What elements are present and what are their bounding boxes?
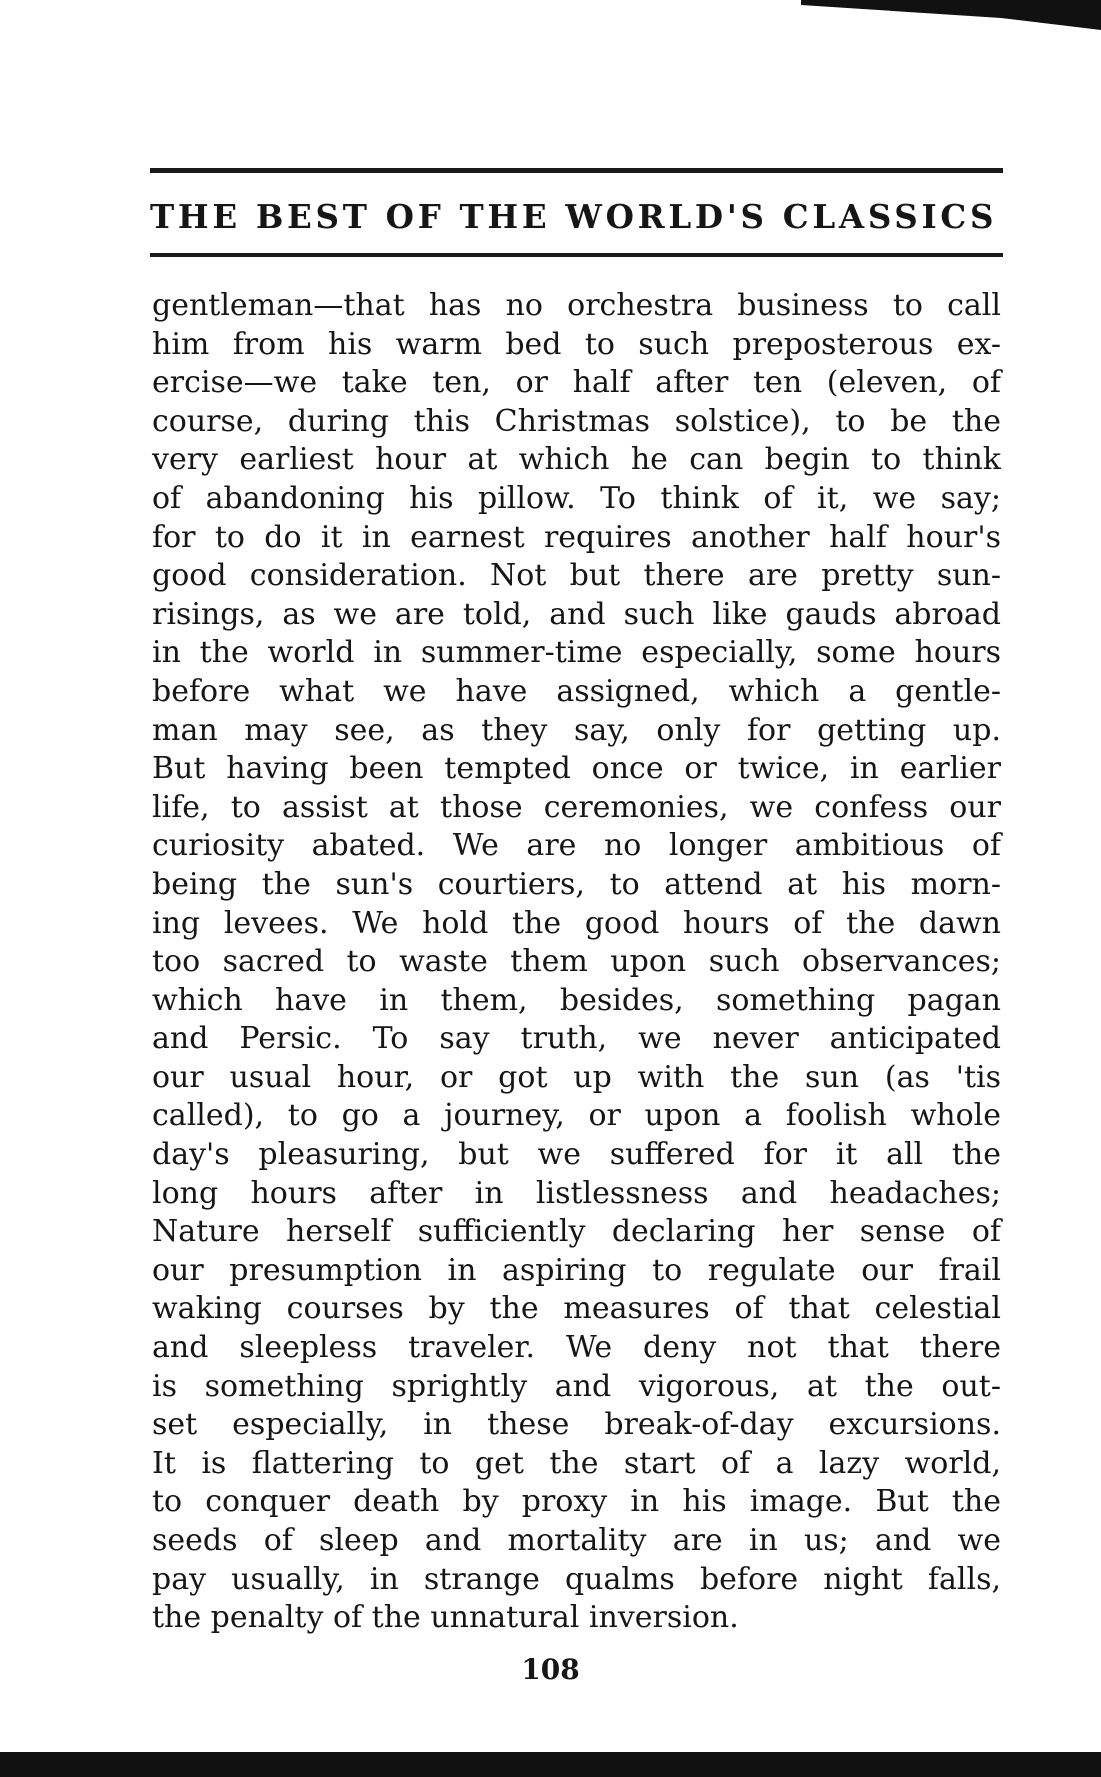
text-line: our presumption in aspiring to regulate our frail xyxy=(152,1252,1001,1288)
text-line: which have in them, besides, something pagan xyxy=(152,982,1001,1018)
text-line: gentleman—that has no orchestra business to call xyxy=(152,288,1001,323)
text-line: our usual hour, or got up with the sun (as 'tis xyxy=(152,1059,1001,1095)
text-line: life, to assist at those ceremonies, we confess our xyxy=(152,789,1001,825)
text-line: But having been tempted once or twice, in earlier xyxy=(152,751,1001,787)
text-line: pay usually, in strange qualms before night falls, xyxy=(152,1561,1001,1597)
running-header: THE BEST OF THE WORLD'S CLASSICS xyxy=(150,197,998,236)
text-line: of abandoning his pillow. To think of it, we say; xyxy=(152,480,1001,516)
text-line: day's pleasuring, but we suffered for it all the xyxy=(152,1137,1001,1173)
text-line: for to do it in earnest requires another half hour's xyxy=(152,519,1001,555)
text-line: risings, as we are told, and such like gauds abroad xyxy=(152,596,1001,632)
text-line: very earliest hour at which he can begin to think xyxy=(152,442,1001,478)
text-line: It is flattering to get the start of a lazy world, xyxy=(152,1445,1001,1481)
text-line: ercise—we take ten, or half after ten (eleven, of xyxy=(152,365,1001,401)
text-line: and Persic. To say truth, we never anticipated xyxy=(152,1021,1001,1057)
text-line: waking courses by the measures of that celestial xyxy=(152,1291,1001,1327)
header-bottom-rule xyxy=(150,253,1003,257)
corner-edge-mark xyxy=(801,0,1101,30)
text-line: curiosity abated. We are no longer ambitious of xyxy=(152,828,1001,864)
text-line: ing levees. We hold the good hours of the dawn xyxy=(152,905,1001,941)
text-line: before what we have assigned, which a gentle- xyxy=(152,673,1001,709)
text-line: called), to go a journey, or upon a foolish whole xyxy=(152,1098,1001,1134)
page-number: 108 xyxy=(521,1653,580,1686)
header-top-rule xyxy=(150,168,1003,173)
text-line: the penalty of the unnatural inversion. xyxy=(152,1600,739,1636)
text-line: good consideration. Not but there are pretty sun- xyxy=(152,558,1001,594)
text-line: to conquer death by proxy in his image. But the xyxy=(152,1484,1001,1520)
text-line: too sacred to waste them upon such observances; xyxy=(152,944,1001,980)
text-line: and sleepless traveler. We deny not that there xyxy=(152,1330,1001,1366)
text-line: seeds of sleep and mortality are in us; and we xyxy=(152,1523,1001,1558)
text-line: long hours after in listlessness and headaches; xyxy=(152,1175,1001,1211)
page-bottom-edge xyxy=(0,1752,1101,1777)
body-text xyxy=(152,287,1001,1638)
text-line: in the world in summer-time especially, some hours xyxy=(152,635,1001,671)
text-line: is something sprightly and vigorous, at the out- xyxy=(152,1368,1001,1404)
text-line: Nature herself sufficiently declaring her sense of xyxy=(152,1214,1001,1250)
text-line: man may see, as they say, only for getting up. xyxy=(152,712,1001,748)
text-line: course, during this Christmas solstice), to be the xyxy=(152,403,1001,439)
text-line: him from his warm bed to such preposterous ex- xyxy=(152,326,1001,362)
text-line: set especially, in these break-of-day excursions. xyxy=(152,1407,1001,1443)
text-line: being the sun's courtiers, to attend at his morn- xyxy=(152,866,1001,902)
